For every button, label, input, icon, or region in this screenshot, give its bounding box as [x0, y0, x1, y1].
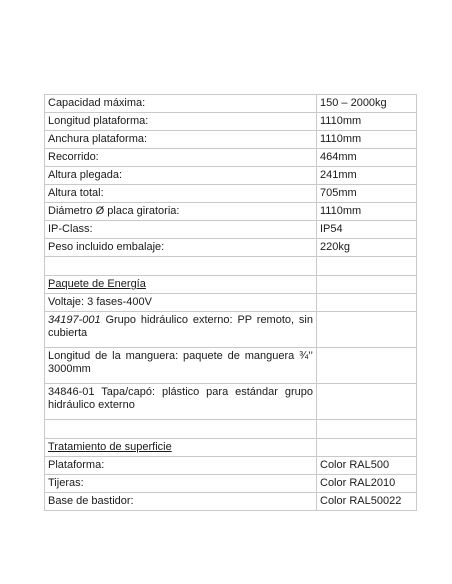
table-row	[45, 312, 417, 348]
spec-table	[44, 94, 417, 511]
table-row	[45, 294, 417, 312]
table-row	[45, 457, 417, 475]
table-row	[45, 276, 417, 294]
table-row	[45, 203, 417, 221]
empty-row	[45, 420, 417, 439]
spec-label: Diámetro Ø placa giratoria:	[45, 203, 317, 221]
spec-value: 150 – 2000kg	[317, 95, 417, 113]
energy-item-1-text: Grupo hidráulico externo: PP remoto, sin cubierta	[48, 314, 313, 339]
spec-value: 1110mm	[317, 203, 417, 221]
spec-label: Anchura plataforma:	[45, 131, 317, 149]
table-row	[45, 95, 417, 113]
table-row	[45, 239, 417, 257]
spec-label: Altura plegada:	[45, 167, 317, 185]
energy-item-1-code: 34197-001	[48, 314, 101, 326]
energy-voltage: Voltaje: 3 fases-400V	[45, 294, 317, 312]
spec-value: 241mm	[317, 167, 417, 185]
spec-label: Capacidad máxima:	[45, 95, 317, 113]
surface-label: Base de bastidor:	[45, 493, 317, 511]
table-row	[45, 131, 417, 149]
spec-value: 705mm	[317, 185, 417, 203]
energy-item-3: 34846-01 Tapa/capó: plástico para estándar grupo hidráulico externo	[45, 384, 317, 420]
table-row	[45, 185, 417, 203]
table-row	[45, 113, 417, 131]
table-row	[45, 348, 417, 384]
table-row	[45, 149, 417, 167]
energy-item-2: Longitud de la manguera: paquete de manguera ¾’’ 3000mm	[45, 348, 317, 384]
surface-heading: Tratamiento de superficie	[45, 439, 317, 457]
table-row	[45, 475, 417, 493]
spec-value: 1110mm	[317, 113, 417, 131]
table-row	[45, 384, 417, 420]
spec-value: 1110mm	[317, 131, 417, 149]
surface-value: Color RAL50022	[317, 493, 417, 511]
table-row	[45, 439, 417, 457]
energy-heading: Paquete de Energía	[45, 276, 317, 294]
surface-label: Plataforma:	[45, 457, 317, 475]
surface-label: Tijeras:	[45, 475, 317, 493]
spec-label: Longitud plataforma:	[45, 113, 317, 131]
empty-row	[45, 257, 417, 276]
spec-label: Recorrido:	[45, 149, 317, 167]
energy-item-1	[45, 312, 317, 348]
spec-value: IP54	[317, 221, 417, 239]
spec-label: Peso incluido embalaje:	[45, 239, 317, 257]
surface-value: Color RAL500	[317, 457, 417, 475]
spec-value: 464mm	[317, 149, 417, 167]
table-row	[45, 167, 417, 185]
surface-value: Color RAL2010	[317, 475, 417, 493]
spec-label: IP-Class:	[45, 221, 317, 239]
spec-value: 220kg	[317, 239, 417, 257]
table-row	[45, 221, 417, 239]
table-row	[45, 493, 417, 511]
spec-label: Altura total:	[45, 185, 317, 203]
